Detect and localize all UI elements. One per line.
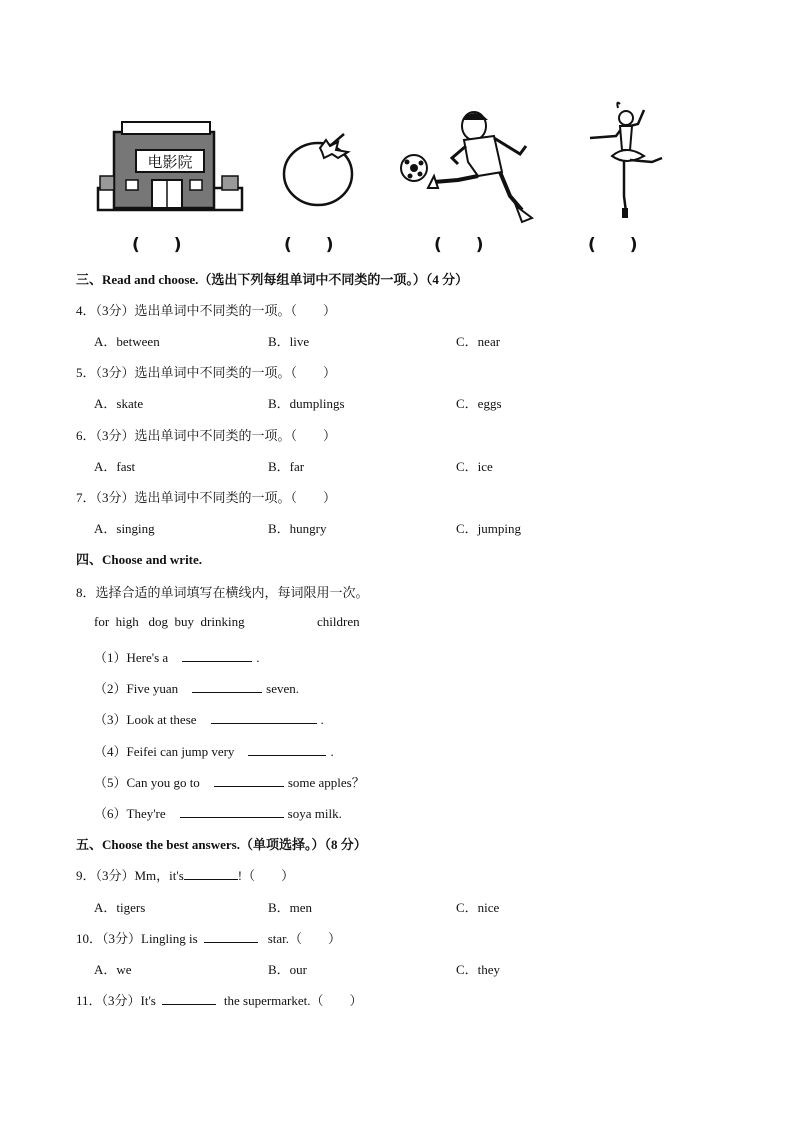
picture-4-answer-paren[interactable]: ( )	[588, 235, 638, 255]
q6-option-c[interactable]: C．ice	[456, 459, 493, 474]
q8-item-3-text: （3）Look at these	[94, 712, 197, 727]
q8-item-5-text: （5）Can you go to	[94, 775, 200, 790]
q8-item-6-end: soya milk.	[287, 806, 342, 821]
ballet-dancer-icon	[586, 100, 666, 222]
q9-stem-text: 9．（3分）Mm，it's	[76, 868, 184, 883]
picture-3-answer-paren[interactable]: ( )	[434, 235, 484, 255]
section-3-title: 三、Read and choose.（选出下列每组单词中不同类的一项。）（4 分）	[76, 272, 469, 287]
q5-option-a[interactable]: A．skate	[94, 396, 144, 411]
q8-item-1	[94, 647, 259, 666]
q8-word-bank-last: children	[317, 614, 360, 629]
q9-blank[interactable]	[184, 867, 238, 880]
picture-1-answer-paren[interactable]: ( )	[132, 235, 182, 255]
q8-item-2-text: （2）Five yuan	[94, 681, 179, 696]
q8-item-6-text: （6）They're	[94, 806, 166, 821]
q10-option-c[interactable]: C．they	[456, 962, 501, 977]
q8-item-5-blank[interactable]	[214, 774, 284, 787]
q4-option-b[interactable]: B．live	[268, 334, 310, 349]
q6-option-b[interactable]: B．far	[268, 459, 305, 474]
q8-item-6-blank[interactable]	[180, 805, 284, 818]
q6-option-a[interactable]: A．fast	[94, 459, 136, 474]
picture-2-answer-paren[interactable]: ( )	[284, 235, 334, 255]
cinema-icon	[96, 118, 244, 214]
section-5-title: 五、Choose the best answers.（单项选择。）（8 分）	[76, 837, 367, 852]
q10-stem-text: 10．（3分）Lingling is	[76, 931, 198, 946]
q8-item-6	[94, 803, 342, 822]
q7-stem: 7．（3分）选出单词中不同类的一项。（ ）	[76, 490, 337, 505]
q10-stem	[76, 928, 341, 947]
q8-item-3-end: .	[320, 712, 324, 727]
q8-item-5-end: some apples？	[287, 775, 365, 790]
q8-item-4-text: （4）Feifei can jump very	[94, 744, 235, 759]
q8-item-3	[94, 709, 324, 728]
q8-item-2-blank[interactable]	[192, 680, 262, 693]
q11-stem-text: 11．（3分）It's	[76, 993, 156, 1008]
q7-option-b[interactable]: B．hungry	[268, 521, 327, 536]
q9-stem	[76, 865, 294, 884]
q6-stem: 6．（3分）选出单词中不同类的一项。（ ）	[76, 428, 337, 443]
q5-stem: 5．（3分）选出单词中不同类的一项。（ ）	[76, 365, 337, 380]
football-player-icon	[398, 106, 534, 226]
q11-stem	[76, 990, 363, 1009]
q8-word-bank: for high dog buy drinking	[94, 614, 245, 629]
q8-item-4	[94, 741, 334, 760]
q8-item-1-end: .	[256, 650, 260, 665]
q8-item-5	[94, 772, 365, 791]
q5-option-b[interactable]: B．dumplings	[268, 396, 345, 411]
q8-item-4-blank[interactable]	[248, 743, 326, 756]
q11-stem-end: the supermarket.（ ）	[223, 993, 363, 1008]
q5-option-c[interactable]: C．eggs	[456, 396, 502, 411]
q10-blank[interactable]	[204, 930, 258, 943]
q11-blank[interactable]	[162, 992, 216, 1005]
q8-item-2	[94, 678, 299, 697]
q7-option-c[interactable]: C．jumping	[456, 521, 522, 536]
q8-item-2-end: seven.	[266, 681, 299, 696]
tomato-icon	[282, 130, 362, 210]
cinema-sign: 电影院	[147, 153, 193, 171]
section-4-title: 四、Choose and write.	[76, 552, 203, 567]
q7-option-a[interactable]: A．singing	[94, 521, 155, 536]
q8-item-3-blank[interactable]	[211, 711, 317, 724]
q4-option-c[interactable]: C．near	[456, 334, 501, 349]
q9-stem-end: !（ ）	[237, 868, 295, 883]
q9-option-c[interactable]: C．nice	[456, 900, 500, 915]
q8-stem: 8．选择合适的单词填写在横线内，每词限用一次。	[76, 585, 369, 600]
q10-option-a[interactable]: A．we	[94, 962, 132, 977]
q8-item-1-blank[interactable]	[182, 649, 252, 662]
q4-option-a[interactable]: A．between	[94, 334, 160, 349]
q9-option-a[interactable]: A．tigers	[94, 900, 146, 915]
q10-option-b[interactable]: B．our	[268, 962, 308, 977]
q8-item-1-text: （1）Here's a	[94, 650, 169, 665]
q8-item-4-end: .	[330, 744, 334, 759]
q4-stem: 4．（3分）选出单词中不同类的一项。（ ）	[76, 303, 337, 318]
q9-option-b[interactable]: B．men	[268, 900, 313, 915]
q10-stem-end: star.（ ）	[267, 931, 342, 946]
